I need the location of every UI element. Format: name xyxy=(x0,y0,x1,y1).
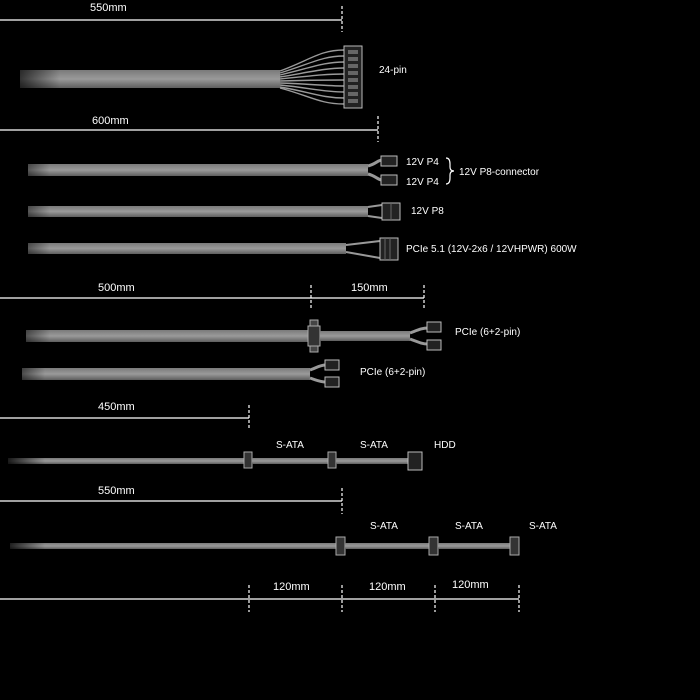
connector-label-p8-group: 12V P8-connector xyxy=(459,167,540,178)
dim-label-550-bottom: 550mm xyxy=(98,485,135,497)
connector-label-pcie-a: PCIe (6+2-pin) xyxy=(455,327,521,338)
connector-label-pcie5: PCIe 5.1 (12V-2x6 / 12VHPWR) 600W xyxy=(406,244,577,255)
connector-label-sata2-2: S-ATA xyxy=(455,521,483,532)
dim-line-600 xyxy=(0,116,378,142)
cable-cpu-p8 xyxy=(0,202,400,222)
cable-pcie-b xyxy=(0,360,339,387)
dim-label-450: 450mm xyxy=(98,401,135,413)
connector-label-sata2-3: S-ATA xyxy=(529,521,557,532)
dim-label-500: 500mm xyxy=(98,282,135,294)
dim-line-spacing xyxy=(0,585,519,612)
connector-label-p4-a: 12V P4 xyxy=(406,157,439,168)
connector-label-p4-b: 12V P4 xyxy=(406,177,439,188)
cable-pcie5 xyxy=(0,238,398,260)
cable-atx24 xyxy=(0,46,362,108)
cable-pcie-a xyxy=(0,320,441,352)
connector-label-hdd: HDD xyxy=(434,440,456,451)
connector-label-sata1-2: S-ATA xyxy=(360,440,388,451)
cable-cpu-p4 xyxy=(0,156,454,185)
connector-label-p8: 12V P8 xyxy=(411,206,444,217)
connector-label-sata2-1: S-ATA xyxy=(370,521,398,532)
cable-sata-1 xyxy=(0,452,422,470)
connector-label-24pin: 24-pin xyxy=(379,65,407,76)
dim-line-550-bottom xyxy=(0,488,342,514)
dim-label-spacing-2: 120mm xyxy=(369,581,406,593)
brace-icon xyxy=(446,158,454,184)
dim-label-150: 150mm xyxy=(351,282,388,294)
connector-label-sata1-1: S-ATA xyxy=(276,440,304,451)
dim-label-600: 600mm xyxy=(92,115,129,127)
dim-line-550-top xyxy=(0,6,342,32)
cable-sata-2 xyxy=(0,537,519,555)
dim-label-spacing-3: 120mm xyxy=(452,579,489,591)
dim-label-550-top: 550mm xyxy=(90,2,127,14)
connector-label-pcie-b: PCIe (6+2-pin) xyxy=(360,367,426,378)
dim-label-spacing-1: 120mm xyxy=(273,581,310,593)
